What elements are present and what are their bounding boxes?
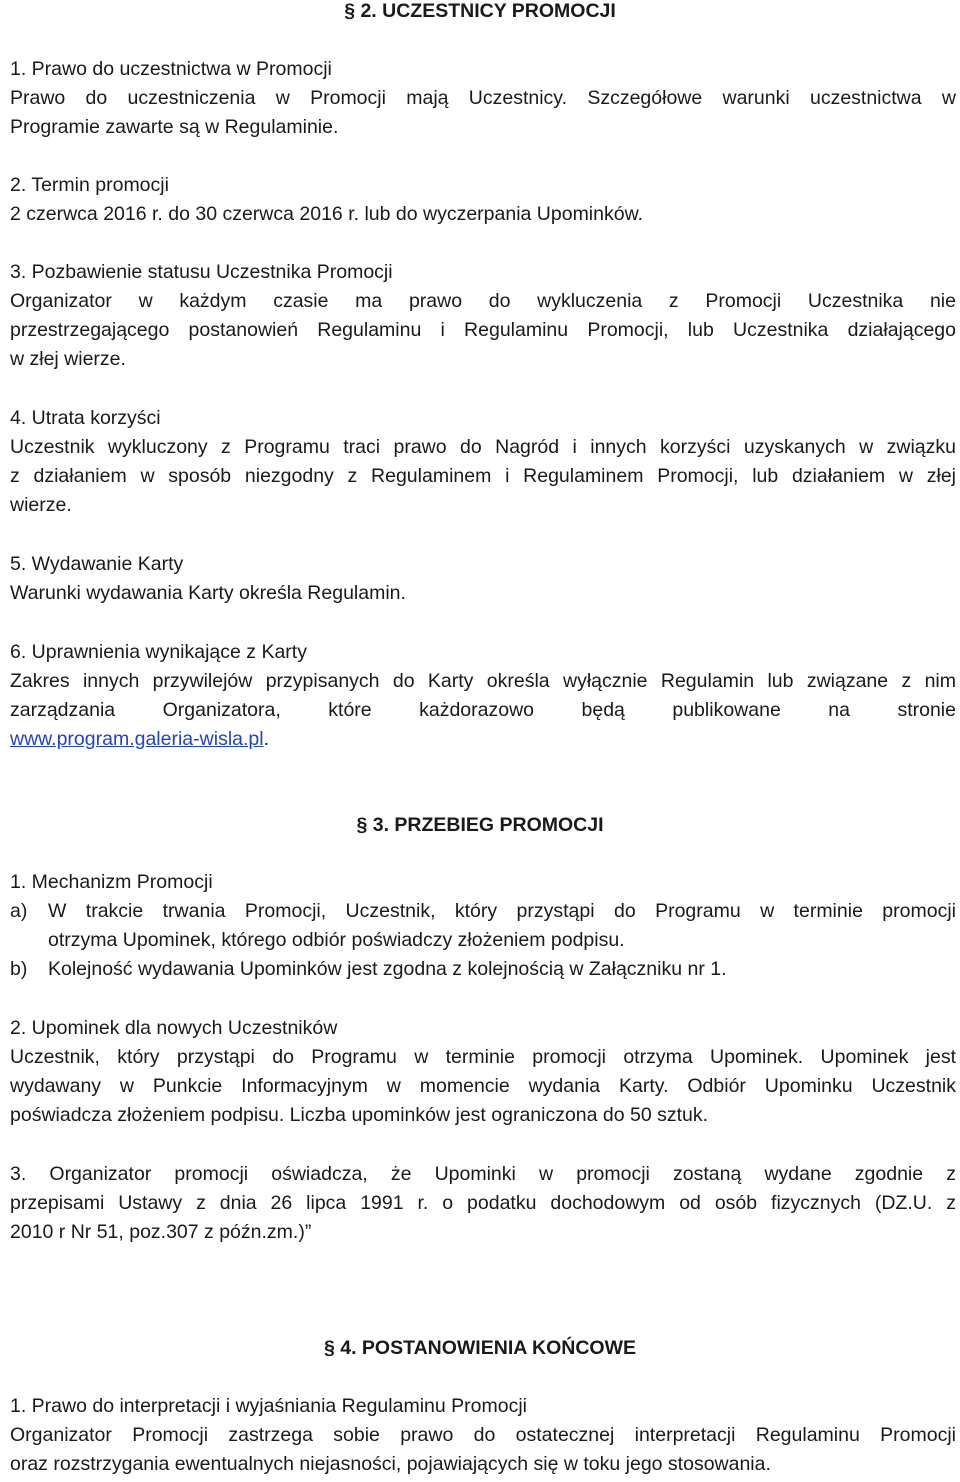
paragraph-line: wierze. — [10, 494, 72, 516]
section-heading: § 3. PRZEBIEG PROMOCJI — [356, 814, 604, 836]
paragraph-line: Zakres innych przywilejów przypisanych do Karty określa wyłącznie Regulamin lub związane z nim — [10, 670, 956, 692]
paragraph-line: przepisami Ustawy z dnia 26 lipca 1991 r. o podatku dochodowym od osób fizycznych (DZ.U. z — [10, 1192, 956, 1214]
link-trailing-period: . — [263, 728, 270, 750]
paragraph-line: w złej wierze. — [10, 348, 126, 370]
section-heading: § 4. POSTANOWIENIA KOŃCOWE — [323, 1337, 637, 1359]
section-heading: § 2. UCZESTNICY PROMOCJI — [344, 0, 616, 22]
paragraph-line: Programie zawarte są w Regulaminie. — [10, 116, 339, 138]
list-marker: b) — [10, 958, 28, 980]
list-item-line: otrzyma Upominek, którego odbiór poświadczy złożeniem podpisu. — [48, 929, 625, 951]
paragraph-line: Uczestnik wykluczony z Programu traci prawo do Nagród i innych korzyści uzyskanych w związku — [10, 436, 956, 458]
list-marker: a) — [10, 900, 28, 922]
paragraph-line — [10, 725, 956, 754]
point-title: 5. Wydawanie Karty — [10, 553, 184, 575]
paragraph-line: poświadcza złożeniem podpisu. Liczba upominków jest ograniczona do 50 sztuk. — [10, 1104, 709, 1126]
point-title: 4. Utrata korzyści — [10, 407, 161, 429]
paragraph-line: Prawo do uczestniczenia w Promocji mają Uczestnicy. Szczegółowe warunki uczestnictwa w — [10, 87, 956, 109]
paragraph-line: Organizator w każdym czasie ma prawo do wykluczenia z Promocji Uczestnika nie — [10, 290, 956, 312]
paragraph-line: 2010 r Nr 51, poz.307 z późn.zm.)” — [10, 1221, 312, 1243]
list-item-line: W trakcie trwania Promocji, Uczestnik, który przystąpi do Programu w terminie promocji — [48, 900, 956, 922]
list-item-line: Kolejność wydawania Upominków jest zgodna z kolejnością w Załączniku nr 1. — [48, 958, 727, 980]
paragraph-line: Organizator Promocji zastrzega sobie prawo do ostatecznej interpretacji Regulaminu Promocji — [10, 1424, 956, 1446]
paragraph-line: wydawany w Punkcie Informacyjnym w momencie wydania Karty. Odbiór Upominku Uczestnik — [10, 1075, 956, 1097]
point-title: 3. Pozbawienie statusu Uczestnika Promocji — [10, 261, 393, 283]
point-title: 1. Prawo do uczestnictwa w Promocji — [10, 58, 332, 80]
point-title: 1. Mechanizm Promocji — [10, 871, 213, 893]
paragraph-line: oraz rozstrzygania ewentualnych niejasności, pojawiających się w toku jego stosowania. — [10, 1453, 771, 1475]
paragraph-line: z działaniem w sposób niezgodny z Regulaminem i Regulaminem Promocji, lub działaniem w złej — [10, 465, 956, 487]
website-link[interactable]: www.program.galeria-wisla.pl — [10, 728, 264, 750]
paragraph-line: Uczestnik, który przystąpi do Programu w terminie promocji otrzyma Upominek. Upominek jest — [10, 1046, 956, 1068]
paragraph-line: 2 czerwca 2016 r. do 30 czerwca 2016 r. lub do wyczerpania Upominków. — [10, 203, 644, 225]
point-title: 1. Prawo do interpretacji i wyjaśniania Regulaminu Promocji — [10, 1395, 527, 1417]
paragraph-line: 3. Organizator promocji oświadcza, że Upominki w promocji zostaną wydane zgodnie z — [10, 1163, 956, 1185]
point-title: 2. Upominek dla nowych Uczestników — [10, 1017, 338, 1039]
paragraph-line: przestrzegającego postanowień Regulaminu i Regulaminu Promocji, lub Uczestnika działającego — [10, 319, 956, 341]
point-title: 2. Termin promocji — [10, 174, 169, 196]
point-title: 6. Uprawnienia wynikające z Karty — [10, 641, 307, 663]
paragraph-line: Warunki wydawania Karty określa Regulamin. — [10, 582, 406, 604]
paragraph-line: zarządzania Organizatora, które każdorazowo będą publikowane na stronie — [10, 699, 956, 721]
